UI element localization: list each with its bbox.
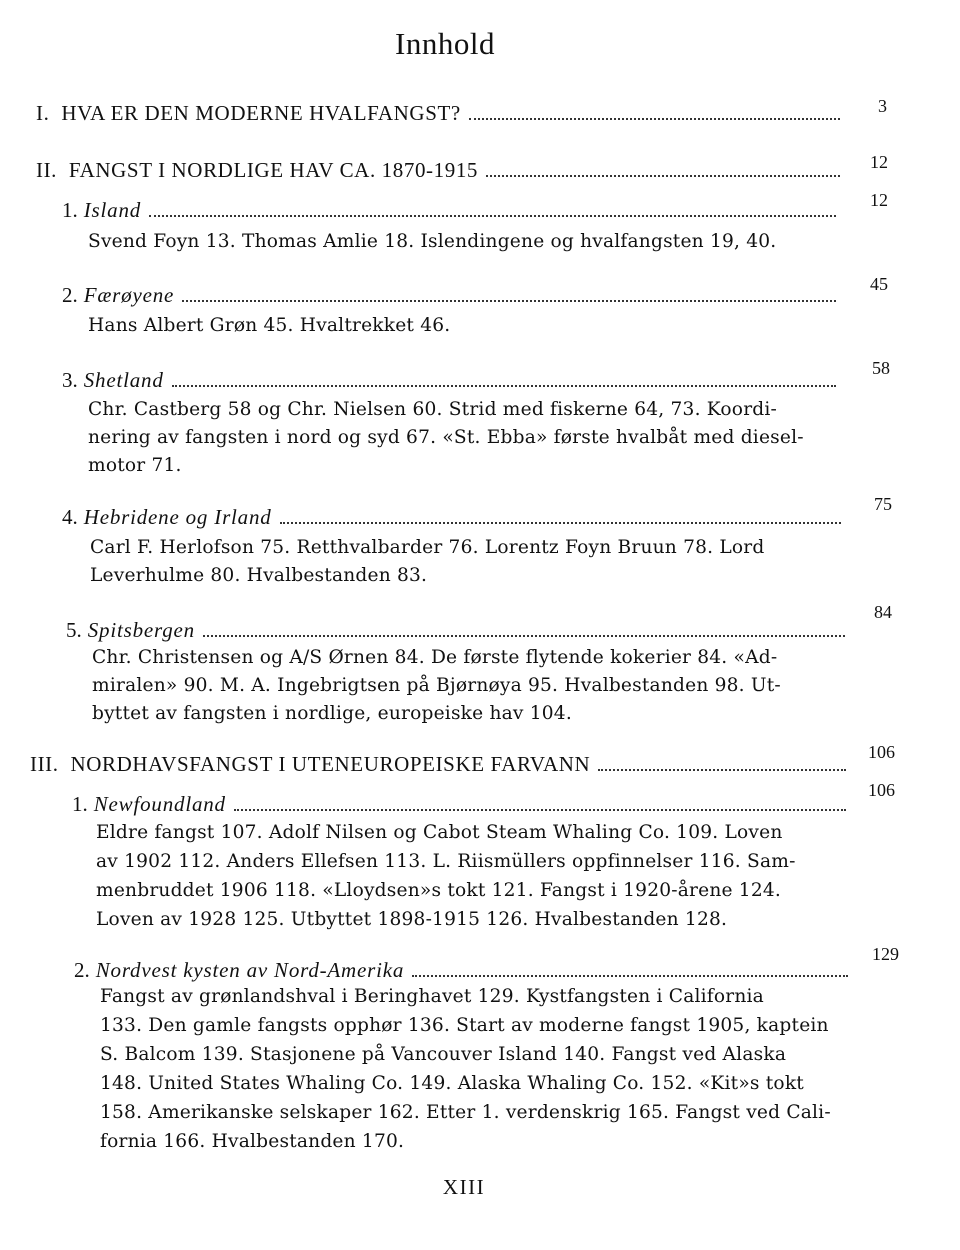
section-number: 2. [74, 958, 90, 982]
toc-section-island [62, 198, 842, 223]
section-title: Færøyene [83, 283, 175, 307]
description-line: motor 71. [88, 455, 182, 476]
section-page-number: 106 [868, 780, 895, 800]
description-line: byttet av fangsten i nordlige, europeiske hav 104. [92, 703, 572, 724]
description-line: Svend Foyn 13. Thomas Amlie 18. Islendingene og hvalfangsten 19, 40. [88, 231, 777, 252]
description-line: Carl F. Herlofson 75. Retthvalbarder 76. Lorentz Foyn Bruun 78. Lord [90, 537, 765, 558]
toc-section-nordvest [74, 958, 854, 983]
description-line: Fangst av grønlandshval i Beringhavet 129. Kystfangsten i California [100, 986, 764, 1007]
section-description [92, 644, 781, 728]
section-description [88, 396, 804, 480]
dot-leader [598, 769, 846, 771]
dot-leader [182, 300, 836, 302]
description-line: Leverhulme 80. Hvalbestanden 83. [90, 565, 428, 586]
description-line: menbruddet 1906 118. «Lloydsen»s tokt 121. Fangst i 1920-årene 124. [96, 880, 782, 901]
description-line: Chr. Castberg 58 og Chr. Nielsen 60. Strid med fiskerne 64, 73. Koordi- [88, 399, 778, 420]
dot-leader [280, 522, 841, 524]
dot-leader [203, 635, 845, 637]
description-line: nering av fangsten i nord og syd 67. «St. Ebba» første hvalbåt med diesel- [88, 427, 804, 448]
section-title: Shetland [83, 368, 164, 392]
section-number: 1. [62, 198, 78, 222]
toc-section-spitsbergen [66, 618, 851, 643]
section-page-number: 45 [870, 274, 888, 294]
chapter-title: HVA ER DEN MODERNE HVALFANGST? [61, 101, 461, 125]
section-description [96, 818, 796, 934]
section-number: 4. [62, 505, 78, 529]
section-title: Newfoundland [93, 792, 226, 816]
section-description [88, 312, 450, 340]
toc-chapter-2 [36, 158, 846, 183]
chapter-number: III. [30, 752, 59, 776]
description-line: 148. United States Whaling Co. 149. Alaska Whaling Co. 152. «Kit»s tokt [100, 1073, 804, 1094]
dot-leader [486, 175, 840, 177]
section-title: Hebridene og Irland [83, 505, 272, 529]
dot-leader [469, 118, 840, 120]
section-number: 2. [62, 283, 78, 307]
section-title: Nordvest kysten av Nord-Amerika [95, 958, 405, 982]
description-line: S. Balcom 139. Stasjonene på Vancouver Island 140. Fangst ved Alaska [100, 1044, 787, 1065]
section-page-number: 12 [870, 190, 888, 210]
section-title: Spitsbergen [87, 618, 195, 642]
dot-leader [234, 809, 846, 811]
toc-chapter-3 [30, 752, 852, 777]
description-line: Eldre fangst 107. Adolf Nilsen og Cabot Steam Whaling Co. 109. Loven [96, 822, 783, 843]
section-page-number: 58 [872, 358, 890, 378]
section-page-number: 84 [874, 602, 892, 622]
section-description [90, 534, 765, 590]
description-line: miralen» 90. M. A. Ingebrigtsen på Bjørnøya 95. Hvalbestanden 98. Ut- [92, 675, 781, 696]
chapter-number: I. [36, 101, 50, 125]
section-description [100, 982, 831, 1156]
section-page-number: 129 [872, 944, 899, 964]
description-line: av 1902 112. Anders Ellefsen 113. L. Riismüllers oppfinnelser 116. Sam- [96, 851, 796, 872]
section-number: 1. [72, 792, 88, 816]
description-line: 158. Amerikanske selskaper 162. Etter 1. verdenskrig 165. Fangst ved Cali- [100, 1102, 831, 1123]
description-line: Loven av 1928 125. Utbyttet 1898-1915 126. Hvalbestanden 128. [96, 909, 728, 930]
dot-leader [149, 215, 836, 217]
dot-leader [412, 975, 848, 977]
toc-section-shetland [62, 368, 842, 393]
toc-section-newfoundland [72, 792, 852, 817]
page-title: Innhold [395, 26, 495, 61]
chapter-page-number: 106 [868, 742, 895, 762]
chapter-page-number: 12 [870, 152, 888, 172]
description-line: fornia 166. Hvalbestanden 170. [100, 1131, 405, 1152]
section-number: 5. [66, 618, 82, 642]
toc-chapter-1 [36, 101, 846, 126]
section-description [88, 228, 776, 256]
chapter-page-number: 3 [878, 96, 887, 116]
chapter-title: NORDHAVSFANGST I UTENEUROPEISKE FARVANN [70, 752, 591, 776]
description-line: 133. Den gamle fangsts opphør 136. Start av moderne fangst 1905, kaptein [100, 1015, 829, 1036]
chapter-number: II. [36, 158, 58, 182]
description-line: Chr. Christensen og A/S Ørnen 84. De første flytende kokerier 84. «Ad- [92, 647, 778, 668]
dot-leader [172, 385, 836, 387]
chapter-title: FANGST I NORDLIGE HAV CA. 1870-1915 [68, 158, 479, 182]
section-page-number: 75 [874, 494, 892, 514]
toc-section-hebridene [62, 505, 847, 530]
description-line: Hans Albert Grøn 45. Hvaltrekket 46. [88, 315, 451, 336]
section-number: 3. [62, 368, 78, 392]
section-title: Island [83, 198, 142, 222]
toc-section-faeroyene [62, 283, 842, 308]
page-footer-roman-numeral: XIII [442, 1175, 486, 1199]
